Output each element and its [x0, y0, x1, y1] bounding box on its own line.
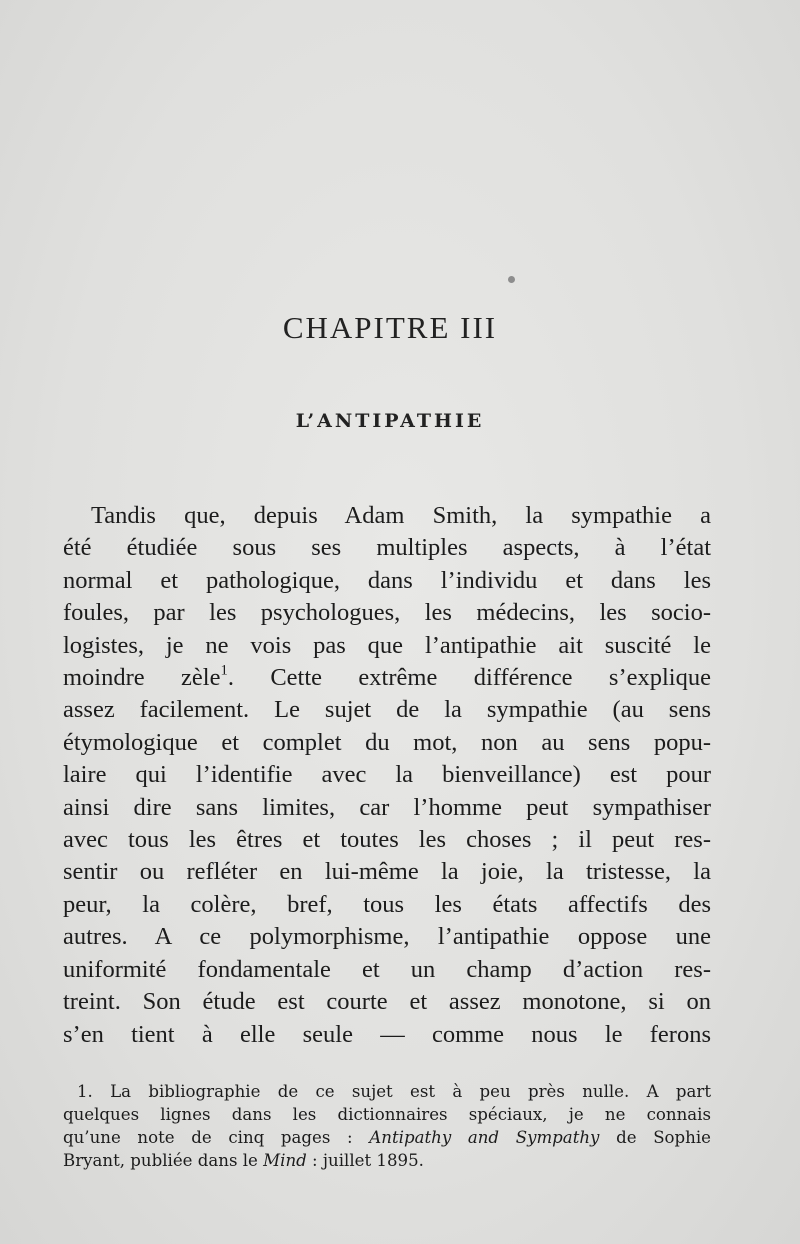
footnote-line — [63, 1149, 711, 1172]
text-line — [63, 662, 711, 694]
ink-speck — [508, 276, 515, 283]
text-line: assez facilement. Le sujet de la sympathie (au sens — [63, 696, 711, 724]
footnote-fragment: de Sophie — [599, 1128, 711, 1147]
text-line: laire qui l’identifie avec la bienveillance) est pour — [63, 761, 711, 789]
text-line: normal et pathologique, dans l’individu et dans les — [63, 566, 711, 594]
footnote-citation: Antipathy and Sympathy — [369, 1128, 600, 1147]
footnote-citation: Mind — [263, 1151, 307, 1170]
text-line: logistes, je ne vois pas que l’antipathie ait suscité le — [63, 631, 711, 659]
text-line: s’en tient à elle seule — comme nous le ferons — [63, 1020, 711, 1048]
text-line: sentir ou refléter en lui-même la joie, la tristesse, la — [63, 858, 711, 886]
text-fragment: . Cette extrême différence s’explique — [227, 664, 711, 692]
text-line: été étudiée sous ses multiples aspects, à l’état — [63, 534, 711, 562]
text-line: ainsi dire sans limites, car l’homme peut sympathiser — [63, 793, 711, 821]
text-line: Tandis que, depuis Adam Smith, la sympathie a — [91, 502, 711, 529]
text-line: uniformité fondamentale et un champ d’action res- — [63, 955, 711, 983]
text-line: foules, par les psychologues, les médecins, les socio- — [63, 599, 711, 627]
footnote-fragment: qu’une note de cinq pages : — [63, 1128, 370, 1147]
text-line: autres. A ce polymorphisme, l’antipathie oppose une — [63, 923, 711, 951]
body-text — [63, 500, 711, 1051]
text-line: peur, la colère, bref, tous les états affectifs des — [63, 890, 711, 918]
footnote-fragment: : juillet 1895. — [306, 1151, 424, 1170]
footnote-fragment: Bryant, publiée dans le — [63, 1151, 264, 1170]
footnote-line — [63, 1126, 711, 1149]
footnote-line: 1. La bibliographie de ce sujet est à peu près nulle. A part — [77, 1082, 711, 1101]
footnote-marker: 1 — [220, 662, 228, 679]
footnote-line: quelques lignes dans les dictionnaires spéciaux, je ne connais — [63, 1105, 711, 1124]
chapter-title: L’ANTIPATHIE — [295, 410, 485, 432]
text-line: étymologique et complet du mot, non au sens popu- — [63, 728, 711, 756]
text-line: avec tous les êtres et toutes les choses ; il peut res- — [63, 826, 711, 854]
chapter-heading: CHAPITRE III — [282, 310, 498, 345]
text-line: treint. Son étude est courte et assez monotone, si on — [63, 988, 711, 1016]
footnote — [63, 1080, 711, 1172]
text-fragment: moindre zèle — [63, 664, 221, 692]
